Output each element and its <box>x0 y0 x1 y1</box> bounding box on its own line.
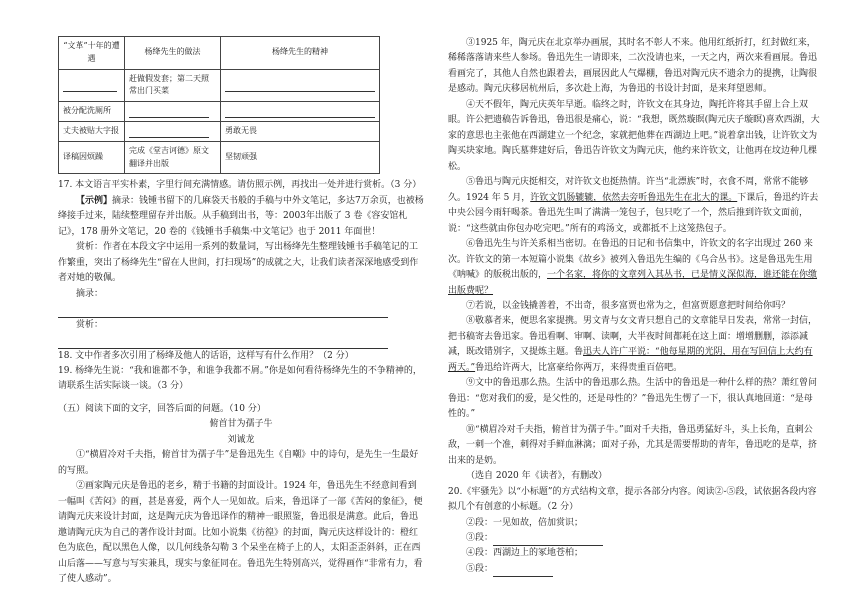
example-label: 【示例】 <box>76 195 113 206</box>
question-20: 20.《牢骚先》以“小标题”的方式结构文章，提示各部分内容。阅读②-⑤段，试依据各段内容拟几个有创意的小标题。（2 分） <box>448 486 817 513</box>
item-text: 西湖边上的冢地苍柏； <box>493 548 584 559</box>
table-cell: 完成《堂吉诃德》原文翻译并出版 <box>125 141 221 174</box>
article-paragraph-1: ①“横眉冷对千夫指，俯首甘为孺子牛”是鲁迅先生《自嘲》中的诗句，是先生一生最好的写照。 <box>58 450 419 476</box>
article-author: 刘诚龙 <box>227 434 255 445</box>
table-cell <box>221 69 380 102</box>
table-cell: 赶做假发套；第二天照常出门买菜 <box>125 69 221 102</box>
left-column <box>58 36 424 588</box>
table-cell: 被分配洗厕所 <box>59 102 125 122</box>
question-19: 19. 杨绛先生说：“我和谁都不争，和谁争我都不屑。”你是如何看待杨绛先生的不争精神的，请联系生活实际谈一谈。（3 分） <box>58 366 422 392</box>
excerpt-answer-line[interactable] <box>58 305 388 318</box>
answer-item <box>448 516 820 531</box>
underlined-sentence: 许钦文饥肠辘辘，依然去旁听鲁迅先生在北大的课。 <box>530 192 738 203</box>
table-cell: 丈夫被贴大字报 <box>59 121 125 141</box>
answer-blank[interactable] <box>493 535 603 546</box>
table-header-cell: 杨绛先生的做法 <box>125 37 221 70</box>
article-title: 俯首甘为孺子牛 <box>209 419 273 430</box>
article-paragraph-3: ③1925 年，陶元庆在北京举办画展，其时名不彰人不来。他用红纸折打，红封做红来，稀稀落落请来些人参场。鲁迅先生一请即来，二次没请也来，一天之内，两次来看画展。鲁迅看画完了，其他人自然也跟着去，画展因此人气爆棚，鲁迅对陶元庆不遗余力的提携，让陶很是感动。陶元庆移居杭州后，多次赴上海，为鲁迅的书设计封面，是来拜望恩师。 <box>448 38 818 95</box>
answer-blank[interactable] <box>129 107 209 118</box>
table-header-cell: “文革”十年的遭遇 <box>59 37 125 70</box>
text-span: ⑥鲁迅先生与许关系相当密切。在鲁迅的日记和书信集中，许钦文的名字出现过 260 来次。许钦文的第一本短篇小说集《故乡》被列入鲁迅先生编的《乌合丛书》。这是鲁迅先生用《呐喊》的版税出版的， <box>448 239 813 281</box>
answer-table <box>58 36 380 174</box>
underlined-sentence: 一个名家，将你的文章列入其丛书，已是情义深似海，谁还能在你缴出版费呢？ <box>448 270 818 296</box>
item-number: ②段： <box>466 517 494 528</box>
answer-blank[interactable] <box>225 81 375 92</box>
article-paragraph-2: ②画家陶元庆是鲁迅的老乡，精于书籍的封面设计。1924 年，鲁迅先生不经意间看到一幅叫《苦闷》的画，甚是喜爱，两个人一见如故。后来，鲁迅译了一部《苦闷的象征》，便请陶元庆来设计封面，这是陶元庆为鲁迅译作的精神一眼照鉴，鲁迅很是满意。此后，鲁迅邀请陶元庆为自己的著作设计封面。比如小说集《彷徨》的封面，陶元庆这样设计的：橙红色为底色，配以黑色人像，以几何线条勾勒 3 个呆坐在椅子上的人，太阳歪歪斜斜，正在西山后落——写意与写实兼具，现实与象征同在。鲁迅先生特别高兴，觉得画作“非常有力，看了使人感动”。 <box>58 481 423 585</box>
excerpt-label: 摘录： <box>76 288 104 299</box>
article-paragraph-10: ⑩“横眉冷对千夫指，俯首甘为孺子牛。”面对千夫指，鲁迅勇猛好斗，头上长角，直刺公敌，一刺一个准，刺得对手鲜血淋漓；面对子孙，尤其是需要帮助的青年，鲁迅吃的是草，挤出来的是奶。 <box>448 424 818 466</box>
table-cell <box>59 69 125 102</box>
answer-item <box>448 562 820 577</box>
article-source: （选自 2020 年《读者》，有删改） <box>466 471 608 482</box>
text-span: 鲁迅给许两大，比富豪给你两万，来得贵重百倍吧。 <box>475 362 683 373</box>
table-row <box>59 69 380 102</box>
item-number: ⑤段： <box>466 563 494 574</box>
right-column <box>448 36 820 577</box>
underlined-sentence: 迅夫人许广平说：“他每星期的光阴，用在写回信上大约有两天。” <box>448 347 813 373</box>
table-header-cell: 杨绛先生的精神 <box>221 37 380 70</box>
text-span: 下课后，鲁迅约许去中央公园今雨轩喝茶。鲁迅先生叫了满满一笼包子，包只吃了一个，然后推到许钦文面前，说：“这些就由你包办吃完吧。”所有的鸡汤文，或都抵不上这笼热包子。 <box>448 192 819 234</box>
appreciate-line <box>58 318 424 349</box>
table-cell <box>125 102 221 122</box>
item-number: ③段： <box>466 533 494 543</box>
table-cell: 译稿因烦躁 <box>59 141 125 174</box>
article-paragraph-8 <box>448 314 820 376</box>
table-row <box>59 121 380 141</box>
article-paragraph-4: ④天不假年，陶元庆英年早逝。临终之时，许钦文在其身边，陶托许将其手留上合上双眼。许公把遗稿告诉鲁迅，鲁迅很是痛心，说：“我想，既然璇瞑(陶元庆子璇瞑)喜欢西湖，大家的意思也主张他在西湖建立一个纪念，家就把他葬在西湖边上吧。”说着拿出钱，让许钦文为陶买块家地。陶氏墓葬建好后，鲁迅告许钦文为陶元庆，他约来许钦文，让他再在坟边种几棵松。 <box>448 99 820 172</box>
table-header-row <box>59 37 380 70</box>
answer-blank[interactable] <box>225 107 375 118</box>
answer-blank[interactable] <box>63 81 117 92</box>
excerpt-line <box>58 287 424 318</box>
table-cell: 坚韧顽强 <box>221 141 380 174</box>
example-paragraph <box>58 194 424 240</box>
question-18: 18. 文中作者多次引用了杨绛及他人的话语，这样写有什么作用？（2 分） <box>58 350 354 361</box>
item-text: 一见如故，倍加赏识； <box>493 517 584 528</box>
table-cell <box>125 121 221 141</box>
table-cell <box>221 102 380 122</box>
table-row <box>59 102 380 122</box>
article-paragraph-9: ⑨文中的鲁迅那么热。生活中的鲁迅那么热。生活中的鲁迅是一种什么样的热？萧红曾问鲁迅：“您对我们的爱，是父性的，还是母性的？”鲁迅先生愣了一下，很认真地回道：“是母性的。” <box>448 378 818 420</box>
article-paragraph-5 <box>448 175 820 237</box>
example-text: 摘录：钱锺书留下的几麻袋天书般的手稿与中外文笔记，多达7万余页，也被杨绛接手过来，陆续整理留存并出版。从手稿到出书，等：2003年出版了 3 卷《容安馆札记》，178 册外文笔记，20 卷的《钱锺书手稿集·中文笔记》也于 2011 年面世！ <box>58 195 424 237</box>
answer-item <box>448 531 820 546</box>
text-span: ⑧敬慕者来，便思名家提携。男文青与女文青只想自己的文章能早日发表，常常一封信，把书稿寄去鲁迅家。鲁迅看啊、审啊、读啊，大半夜时间都耗在这上面：增增删删，添添减减，既改错别字，又提炼主题。鲁 <box>448 316 818 358</box>
item-number: ④段： <box>466 548 494 559</box>
appreciate-label: 赏析： <box>76 319 104 330</box>
article-paragraph-6 <box>448 237 820 299</box>
answer-blank[interactable] <box>129 127 209 138</box>
table-row <box>59 141 380 174</box>
article-paragraph-7: ⑦若说，以金钱撬善着，不出奇，很多富贾也常为之，但富贾愿意把时间给你吗？ <box>466 300 791 311</box>
table-cell: 勇敢无畏 <box>221 121 380 141</box>
appreciate-answer-line[interactable] <box>58 336 388 349</box>
text-span: ⑤鲁迅与陶元庆挺相交，对许钦文也挺热情。许当“北漂族”时，衣食不周，常常不能够久。1924 年 5 月， <box>448 177 809 203</box>
question-17: 17. 本文语言平实朴素，字里行间充满情感。请仿照示例，再找出一处并进行赏析。（3 分） <box>58 180 422 191</box>
answer-item <box>448 546 820 561</box>
section-5-heading: （五）阅读下面的文字，回答后面的问题。（10 分） <box>58 403 266 414</box>
appreciation-paragraph: 赏析：作者在本段文字中运用一系列的数量词，写出杨绛先生整理钱锺书手稿笔记的工作繁重，突出了杨绛先生“留在人世间，打扫现场”的成就之大，让我们读者深深地感受到作者对她的敬佩。 <box>58 242 419 284</box>
answer-blank[interactable] <box>493 566 553 577</box>
